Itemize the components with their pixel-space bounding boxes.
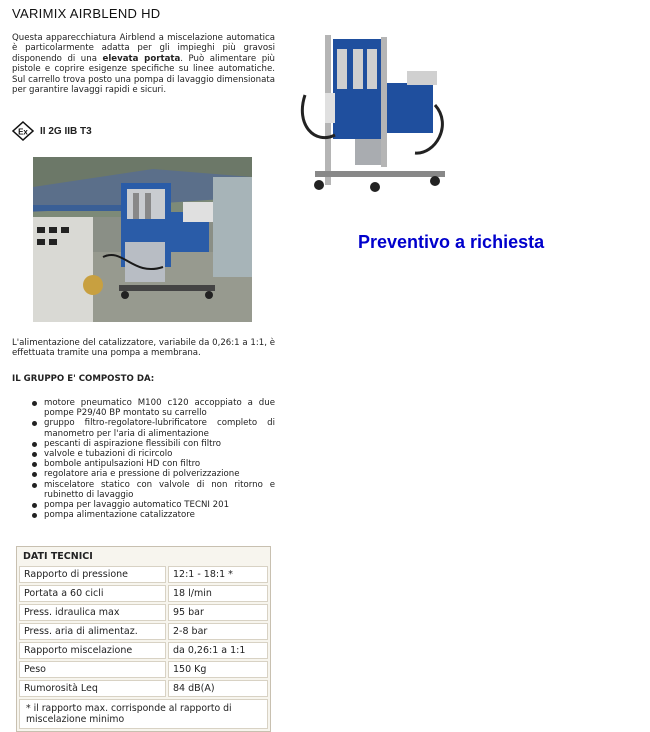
quote-on-request: Preventivo a richiesta	[358, 232, 545, 252]
tech-note: * il rapporto max. corrisponde al rapporto di miscelazione minimo	[19, 699, 268, 729]
list-item: pompa alimentazione catalizzatore	[12, 510, 275, 520]
table-row	[19, 623, 268, 640]
table-row	[19, 566, 268, 583]
tech-header: DATI TECNICI	[19, 549, 268, 564]
page-title: VARIMIX AIRBLEND HD	[12, 6, 161, 21]
table-row	[19, 604, 268, 621]
tech-value: 95 bar	[168, 604, 268, 621]
tech-value: 84 dB(A)	[168, 680, 268, 697]
atex-code: II 2G IIB T3	[40, 125, 92, 137]
tech-label: Press. idraulica max	[19, 604, 166, 621]
list-item: gruppo filtro-regolatore-lubrificatore completo di manometro per l'aria di alimentazione	[12, 418, 275, 438]
tech-label: Rapporto miscelazione	[19, 642, 166, 659]
tech-data-table	[16, 546, 271, 732]
components-list	[12, 398, 275, 520]
machine-photo	[295, 35, 455, 195]
table-row	[19, 642, 268, 659]
list-item: pompa per lavaggio automatico TECNI 201	[12, 500, 275, 510]
tech-value: 12:1 - 18:1 *	[168, 566, 268, 583]
tech-label: Press. aria di alimentaz.	[19, 623, 166, 640]
atex-marking	[12, 121, 92, 141]
tech-value: 2-8 bar	[168, 623, 268, 640]
atex-symbol: Ex	[18, 127, 28, 137]
tech-value: 150 Kg	[168, 661, 268, 678]
intro-text-1: Questa apparecchiatura Airblend a miscelazione automatica è particolarmente adatta per gli impieghi più gravosi disponendo di una	[12, 33, 275, 64]
group-title: IL GRUPPO E' COMPOSTO DA:	[12, 374, 155, 384]
list-item: regolatore aria e pressione di polverizzazione	[12, 469, 275, 479]
table-row	[19, 680, 268, 697]
intro-text-2: . Può alimentare più pistole e coprire esigenze specifiche su linee automatiche. Sul carrello trova posto una pompa di lavaggio dimensionata per garantire lavaggi rapidi e sicuri.	[12, 53, 275, 96]
tech-label: Rumorosità Leq	[19, 680, 166, 697]
list-item: valvole e tubazioni di ricircolo	[12, 449, 275, 459]
tech-value: 18 l/min	[168, 585, 268, 602]
list-item: pescanti di aspirazione flessibili con filtro	[12, 439, 275, 449]
catalyst-paragraph: L'alimentazione del catalizzatore, variabile da 0,26:1 a 1:1, è effettuata tramite una pompa a membrana.	[12, 338, 275, 359]
tech-label: Peso	[19, 661, 166, 678]
tech-label: Portata a 60 cicli	[19, 585, 166, 602]
list-item: miscelatore statico con valvole di non ritorno e rubinetto di lavaggio	[12, 480, 275, 500]
tech-label: Rapporto di pressione	[19, 566, 166, 583]
table-row	[19, 661, 268, 678]
installation-photo	[33, 157, 252, 322]
list-item: motore pneumatico M100 c120 accoppiato a due pompe P29/40 BP montato su carrello	[12, 398, 275, 418]
intro-paragraph	[12, 33, 275, 95]
intro-bold: elevata portata	[102, 53, 181, 64]
atex-ex-icon	[12, 121, 34, 141]
table-row	[19, 585, 268, 602]
list-item: bombole antipulsazioni HD con filtro	[12, 459, 275, 469]
tech-value: da 0,26:1 a 1:1	[168, 642, 268, 659]
